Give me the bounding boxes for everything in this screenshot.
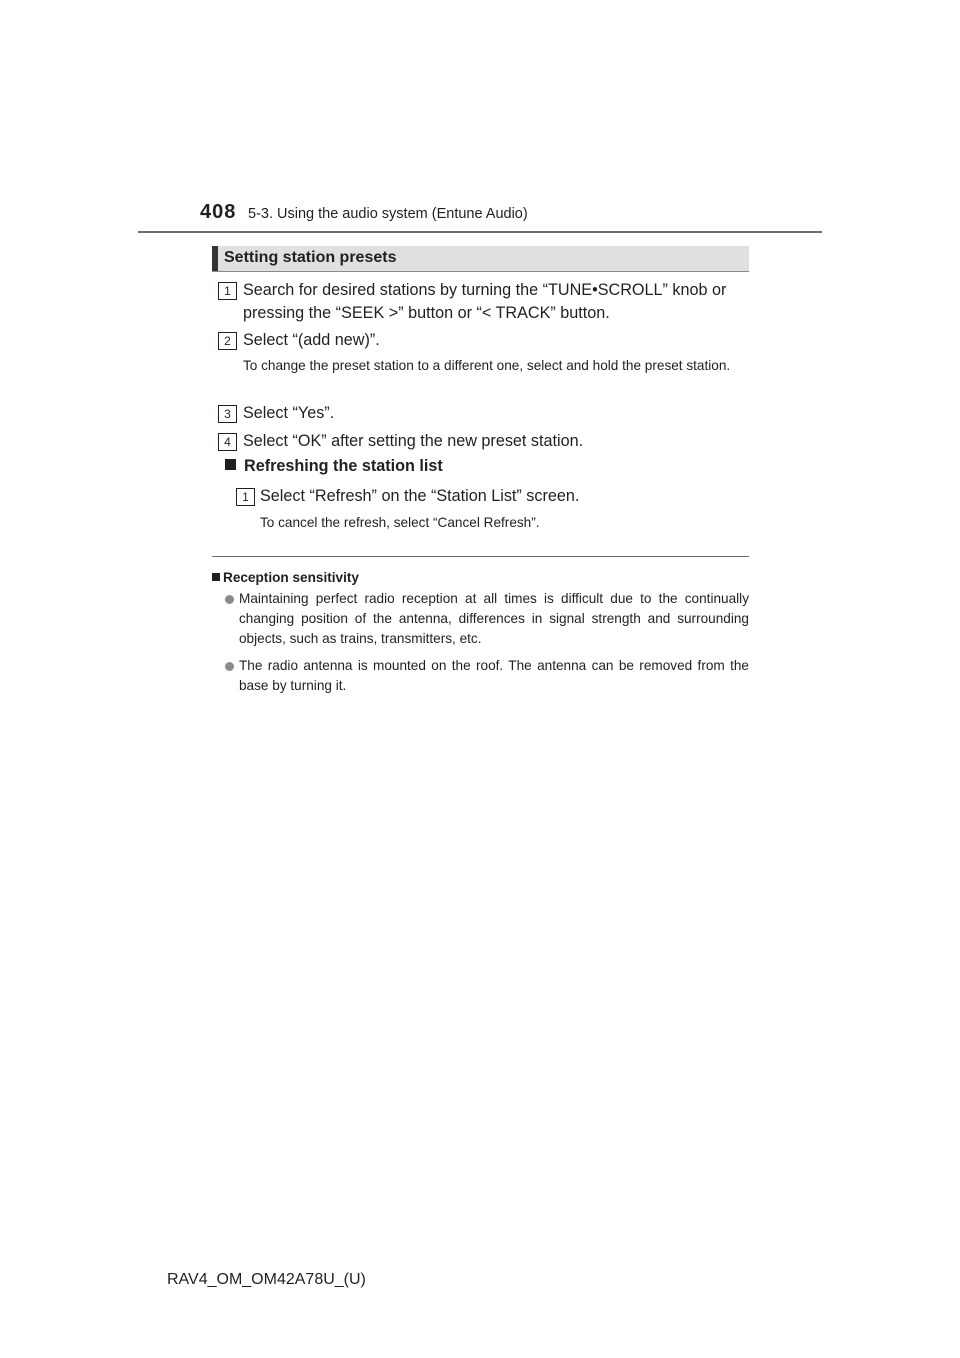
info-heading-text: Reception sensitivity	[223, 570, 359, 585]
step-2-badge: 2	[218, 332, 237, 350]
step-1-line-1: Search for desired stations by turning the “TUNE•SCROLL” knob or	[243, 281, 727, 299]
refresh-heading	[225, 457, 443, 476]
section-divider	[212, 556, 749, 557]
section-heading-bar	[212, 246, 749, 272]
step-3-badge: 3	[218, 405, 237, 423]
info-heading	[212, 570, 359, 585]
step-1-line-2: pressing the “SEEK >” button or “< TRACK” button.	[243, 304, 610, 322]
square-bullet-icon	[212, 573, 220, 581]
info-bullet-1	[239, 589, 749, 649]
step-4-badge: 4	[218, 433, 237, 451]
section-heading: Setting station presets	[224, 249, 397, 266]
refresh-step-1-badge: 1	[236, 488, 255, 506]
info-bullet-2	[239, 656, 749, 696]
step-4-text: Select “OK” after setting the new preset station.	[243, 432, 584, 450]
header-rule	[138, 231, 822, 233]
refresh-heading-text: Refreshing the station list	[244, 457, 443, 475]
section-title: 5-3. Using the audio system (Entune Audio)	[248, 206, 528, 222]
info-bullet-1-text: Maintaining perfect radio reception at all times is difficult due to the continually changing position of the antenna, differences in signal strength and surrounding objects, such as trains, transmitters, etc.	[239, 591, 749, 646]
step-2-text: Select “(add new)”.	[243, 331, 380, 349]
square-bullet-icon	[225, 459, 236, 470]
bullet-dot-icon	[225, 595, 234, 604]
page-number: 408	[200, 201, 237, 223]
step-1-badge: 1	[218, 282, 237, 300]
refresh-note: To cancel the refresh, select “Cancel Refresh”.	[260, 515, 540, 530]
bullet-dot-icon	[225, 662, 234, 671]
info-bullet-2-text: The radio antenna is mounted on the roof. The antenna can be removed from the base by turning it.	[239, 658, 749, 693]
document-code: RAV4_OM_OM42A78U_(U)	[167, 1271, 366, 1288]
refresh-step-1-text: Select “Refresh” on the “Station List” screen.	[260, 487, 580, 505]
heading-accent	[212, 246, 218, 271]
step-3-text: Select “Yes”.	[243, 404, 335, 422]
step-2-note: To change the preset station to a different one, select and hold the preset station.	[243, 358, 731, 373]
